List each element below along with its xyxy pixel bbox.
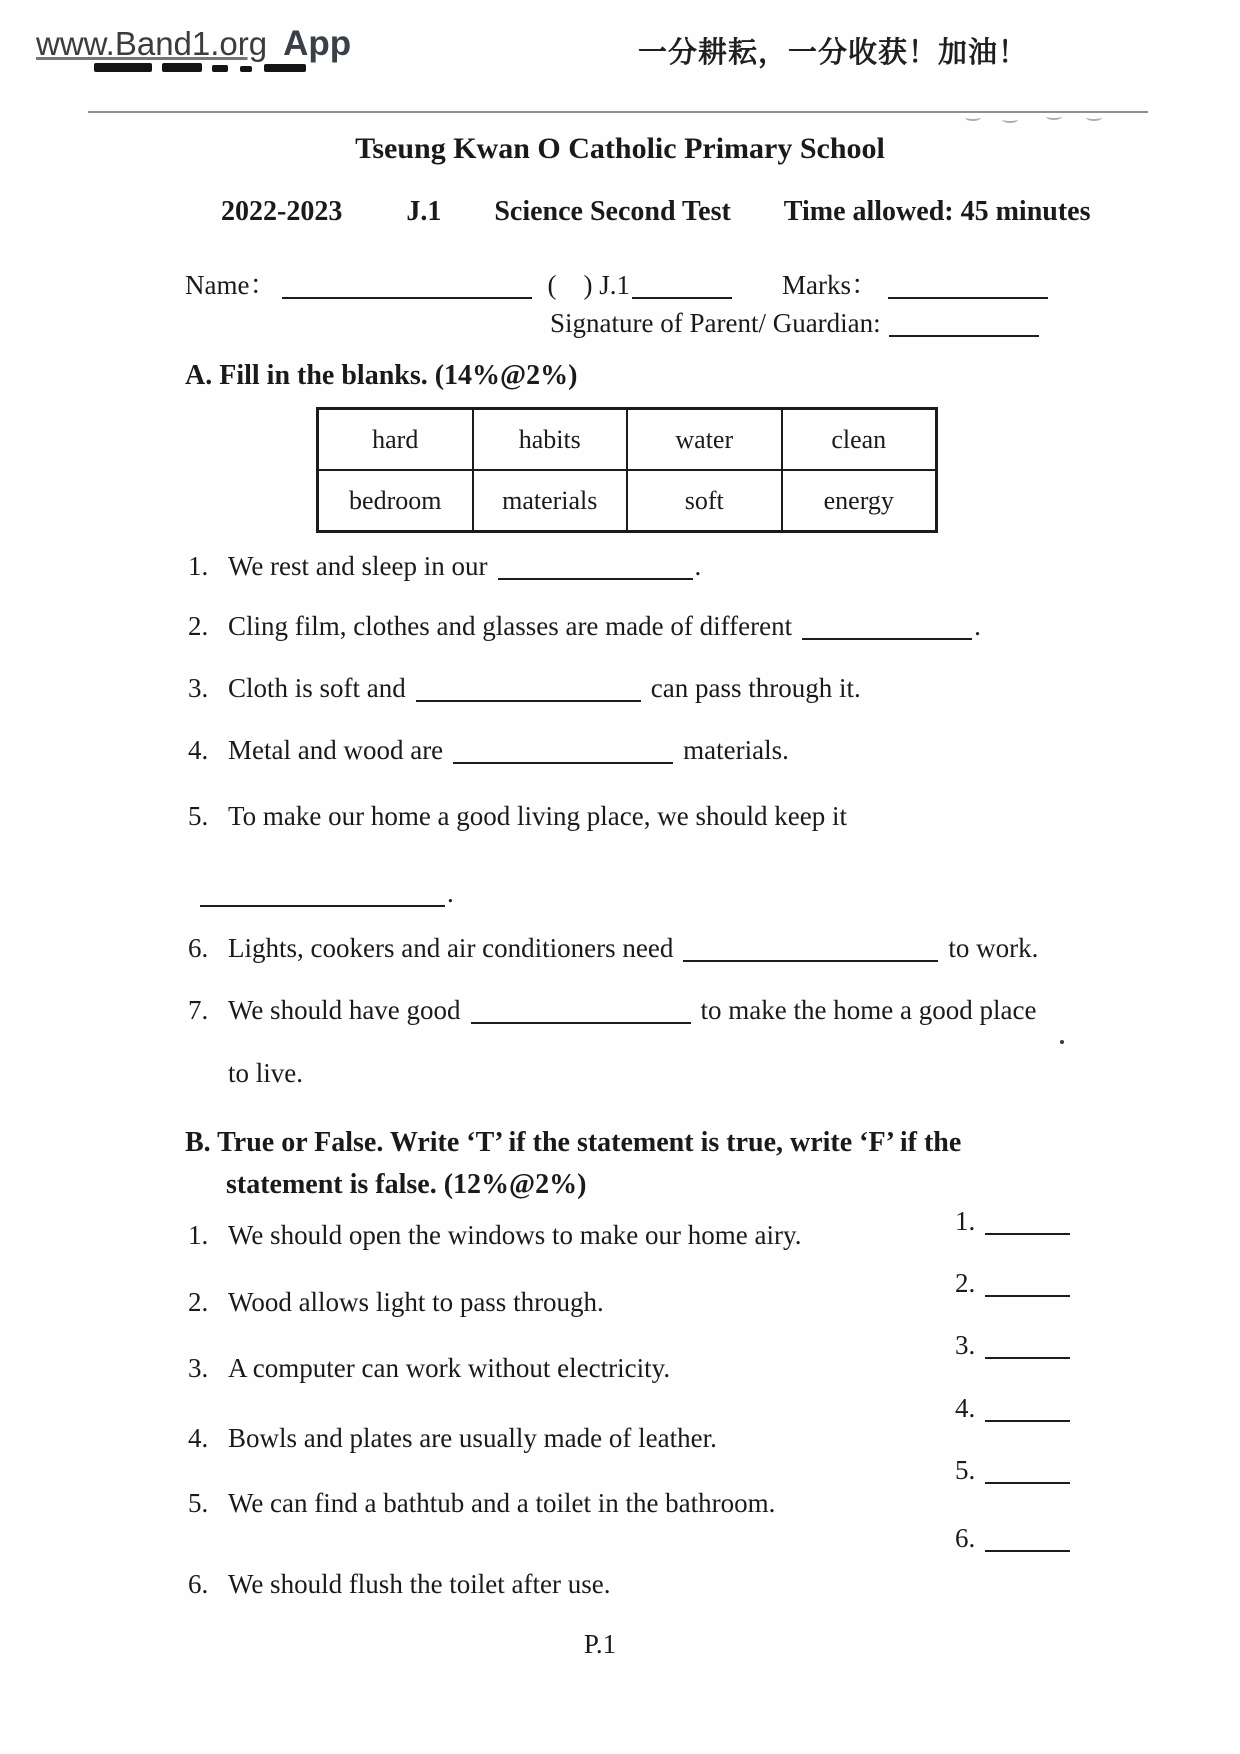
answer-b1 [955, 1206, 1070, 1237]
question-b6 [188, 1569, 610, 1600]
class-number-blank [632, 297, 732, 299]
question-text: . [447, 878, 454, 908]
exam-subtitle [221, 196, 1091, 228]
scan-smudge [1002, 116, 1018, 123]
question-b3 [188, 1353, 670, 1384]
question-text: to work. [948, 933, 1039, 963]
question-b4 [188, 1423, 717, 1454]
question-a3 [188, 673, 861, 704]
question-text: Metal and wood are [228, 735, 444, 765]
question-number: 3. [188, 1353, 209, 1383]
fill-blank [471, 1022, 691, 1024]
question-number: 6. [188, 1569, 209, 1599]
watermark-site-url: www.Band1.org [36, 25, 268, 62]
school-name: Tseung Kwan O Catholic Primary School [355, 132, 885, 165]
question-number: 4. [188, 1423, 209, 1453]
marks-label: Marks： [781, 270, 878, 300]
question-a5-blank-line [200, 878, 454, 909]
watermark-header [36, 24, 351, 64]
question-b1 [188, 1220, 801, 1251]
fill-blank [683, 960, 938, 962]
answer-b5 [955, 1455, 1070, 1486]
question-number: 5. [188, 1488, 209, 1518]
scan-smudge [1046, 113, 1062, 120]
question-text: To make our home a good living place, we should keep it [228, 801, 847, 831]
answer-blank [985, 1550, 1070, 1552]
statement-text: We should flush the toilet after use. [228, 1569, 611, 1599]
fill-blank [453, 762, 673, 764]
question-text: . [694, 551, 702, 581]
signature-row [550, 308, 1039, 339]
word-bank-cell: clean [782, 409, 937, 470]
watermark-app-label: App [283, 24, 352, 63]
word-bank-cell: soft [627, 470, 782, 531]
word-bank-cell: hard [318, 409, 473, 470]
signature-blank [889, 335, 1039, 337]
question-a7-continuation [228, 1058, 303, 1089]
question-text: to make the home a good place [700, 995, 1037, 1025]
answer-blank [985, 1357, 1070, 1359]
answer-b3 [955, 1330, 1070, 1361]
word-bank-cell: water [627, 409, 782, 470]
question-text: . [974, 611, 981, 641]
question-text: Lights, cookers and air conditioners need [228, 933, 674, 963]
question-text: materials. [683, 735, 789, 765]
question-number: 4. [188, 735, 209, 765]
question-number: 7. [188, 995, 209, 1025]
question-number: 1. [188, 1220, 209, 1250]
question-a4 [188, 735, 789, 766]
name-label: Name： [185, 270, 277, 300]
word-bank-cell: bedroom [318, 470, 473, 531]
word-bank-cell: materials [473, 470, 628, 531]
question-a7 [188, 995, 1036, 1026]
question-text: Cling film, clothes and glasses are made of different [228, 611, 793, 641]
motto-text: 一分耕耘，一分收获！加油！ [637, 37, 1028, 69]
answer-number: 1. [955, 1206, 976, 1236]
class-label: ( ) J.1 [547, 270, 630, 300]
question-b2 [188, 1287, 604, 1318]
scan-smudge [1086, 114, 1102, 121]
question-number: 3. [188, 673, 209, 703]
class-level: J.1 [406, 196, 442, 227]
question-a1 [188, 551, 701, 582]
scan-smudge [965, 114, 981, 121]
section-a-heading: A. Fill in the blanks. (14%@2%) [185, 360, 578, 391]
fill-blank [200, 905, 445, 907]
section-b-heading-line2: statement is false. (12%@2%) [226, 1169, 587, 1200]
question-number: 6. [188, 933, 209, 963]
time-allowed: Time allowed: 45 minutes [783, 196, 1091, 227]
answer-number: 5. [955, 1455, 976, 1485]
statement-text: Wood allows light to pass through. [228, 1287, 604, 1317]
question-text: We rest and sleep in our [228, 551, 488, 581]
question-a6 [188, 933, 1038, 964]
question-text: can pass through it. [650, 673, 861, 703]
answer-blank [985, 1295, 1070, 1297]
marks-blank [888, 297, 1048, 299]
word-bank-cell: energy [782, 470, 937, 531]
page-number: P.1 [583, 1629, 617, 1659]
word-bank-cell: habits [473, 409, 628, 470]
question-text: We should have good [228, 995, 461, 1025]
question-number: 2. [188, 611, 209, 641]
statement-text: A computer can work without electricity. [228, 1353, 671, 1383]
question-a2 [188, 611, 981, 642]
question-number: 2. [188, 1287, 209, 1317]
statement-text: We can find a bathtub and a toilet in the bathroom. [228, 1488, 776, 1518]
statement-text: We should open the windows to make our home airy. [228, 1220, 802, 1250]
name-blank [282, 297, 532, 299]
fill-blank [802, 638, 972, 640]
question-a5 [188, 801, 847, 832]
question-text: to live. [228, 1058, 303, 1088]
header-divider [88, 111, 1148, 113]
fill-blank [416, 700, 641, 702]
answer-b6 [955, 1523, 1070, 1554]
answer-number: 2. [955, 1268, 976, 1298]
answer-number: 3. [955, 1330, 976, 1360]
answer-number: 6. [955, 1523, 976, 1553]
section-b-heading-line1: B. True or False. Write ‘T’ if the statement is true, write ‘F’ if the [185, 1127, 962, 1158]
redaction-marks [94, 62, 334, 76]
question-b5 [188, 1488, 775, 1519]
word-bank-table [316, 407, 938, 533]
question-number: 5. [188, 801, 209, 831]
fill-blank [498, 578, 693, 580]
question-number: 1. [188, 551, 209, 581]
statement-text: Bowls and plates are usually made of leather. [228, 1423, 717, 1453]
scan-dot-artifact [1060, 1040, 1064, 1044]
question-text: Cloth is soft and [228, 673, 406, 703]
answer-blank [985, 1233, 1070, 1235]
answer-b2 [955, 1268, 1070, 1299]
answer-blank [985, 1482, 1070, 1484]
test-name: Science Second Test [494, 196, 731, 227]
school-year: 2022-2023 [221, 196, 343, 227]
answer-b4 [955, 1393, 1070, 1424]
student-info-row [185, 263, 1048, 302]
signature-label: Signature of Parent/ Guardian: [550, 308, 881, 338]
answer-blank [985, 1420, 1070, 1422]
answer-number: 4. [955, 1393, 976, 1423]
